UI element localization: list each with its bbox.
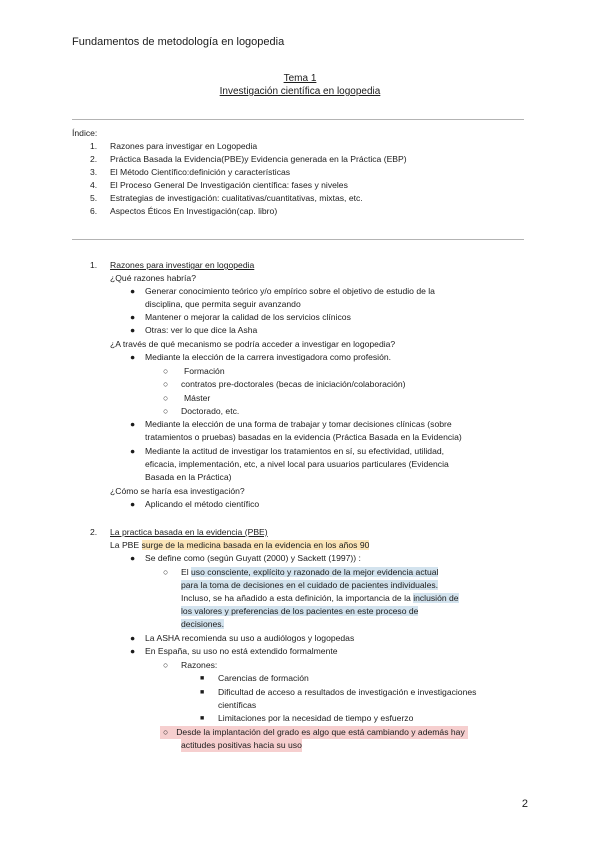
document-header: Fundamentos de metodología en logopedia: [72, 36, 285, 48]
bullet-icon: ●: [130, 286, 136, 296]
section-number: 1.: [90, 260, 98, 270]
sub-bullet-text: Doctorado, etc.: [181, 406, 240, 416]
definition-line: Incluso, se ha añadido a esta definición, la importancia de la inclusión de: [181, 593, 459, 603]
circle-bullet-icon: ○: [163, 379, 169, 389]
section-number: 2.: [90, 527, 98, 537]
bullet-icon: ●: [130, 446, 136, 456]
index-item: Aspectos Éticos En Investigación(cap. libro): [110, 206, 278, 216]
bullet-text: tratamientos o pruebas) basadas en la evidencia (Práctica Basada en la Evidencia): [145, 432, 462, 442]
sub-bullet-text: Formación: [184, 366, 225, 376]
sub-bullet-text: contratos pre-doctorales (becas de iniciación/colaboración): [181, 379, 406, 389]
sub-sub-bullet-text: Carencias de formación: [218, 673, 309, 683]
index-num: 5.: [90, 193, 98, 203]
bullet-text: Mediante la elección de una forma de trabajar y tomar decisiones clínicas (sobre: [145, 419, 452, 429]
index-num: 3.: [90, 167, 98, 177]
index-num: 6.: [90, 206, 98, 216]
page-number: 2: [521, 798, 528, 810]
index-item: Razones para investigar en Logopedia: [110, 141, 258, 151]
sub-sub-bullet-text: Dificultad de acceso a resultados de investigación e investigaciones: [218, 687, 477, 697]
index-num: 4.: [90, 180, 98, 190]
definition-line: [181, 618, 224, 631]
question: ¿Cómo se haría esa investigación?: [110, 486, 245, 496]
bullet-text: Basada en la Práctica): [145, 472, 232, 482]
topic-number: Tema 1: [283, 73, 317, 84]
index-num: 1.: [90, 141, 98, 151]
bullet-text: disciplina, que permita seguir avanzando: [145, 299, 301, 309]
definition-line: [181, 579, 438, 592]
sub-sub-bullet-text: Limitaciones por la necesidad de tiempo y esfuerzo: [218, 713, 414, 723]
highlight: surge de la medicina basada en la evidencia en los años 90: [141, 540, 370, 550]
sub-bullet-text: Razones:: [181, 660, 218, 670]
circle-bullet-icon: ○: [163, 567, 169, 577]
definition-line: [181, 605, 418, 618]
highlighted-line: actitudes positivas hacia su uso: [181, 740, 302, 750]
question: ¿Qué razones habría?: [110, 273, 196, 283]
square-bullet-icon: ■: [200, 675, 205, 682]
sub-bullet-text: Máster: [184, 393, 211, 403]
bullet-text: Generar conocimiento teórico y/o empírico sobre el objetivo de estudio de la: [145, 286, 435, 296]
bullet-text: eficacia, implementación, etc, a nivel local para usuarios particulares (Evidencia: [145, 459, 449, 469]
highlight: decisiones.: [181, 619, 224, 629]
index-label: Índice:: [72, 128, 98, 138]
paragraph: La PBE surge de la medicina basada en la evidencia en los años 90: [110, 540, 370, 550]
bullet-icon: ●: [130, 646, 136, 656]
circle-bullet-icon: ○: [163, 393, 169, 403]
index-item: El Proceso General De Investigación científica: fases y niveles: [110, 180, 348, 190]
definition-line: El uso consciente, explícito y razonado de la mejor evidencia actual: [181, 567, 439, 577]
bullet-text: Mediante la actitud de investigar los tratamientos en sí, su efectividad, utilidad,: [145, 446, 445, 456]
bullet-text: Otras: ver lo que dice la Asha: [145, 325, 258, 335]
bullet-text: En España, su uso no está extendido formalmente: [145, 646, 338, 656]
divider: [72, 119, 524, 120]
highlight: uso consciente, explícito y razonado de la mejor evidencia actual: [191, 567, 439, 577]
sub-sub-bullet-text: científicas: [218, 700, 257, 710]
question: ¿A través de qué mecanismo se podría acceder a investigar en logopedia?: [110, 339, 396, 349]
bullet-icon: ●: [130, 325, 136, 335]
highlight: inclusión de: [413, 593, 459, 603]
section-title: Razones para investigar en logopedia: [110, 260, 255, 270]
bullet-text: Mantener o mejorar la calidad de los servicios clínicos: [145, 312, 351, 322]
section-title: La practica basada en la evidencia (PBE): [110, 527, 268, 537]
bullet-text: Mediante la elección de la carrera investigadora como profesión.: [145, 352, 392, 362]
square-bullet-icon: ■: [200, 715, 205, 722]
bullet-icon: ●: [130, 633, 136, 643]
bullet-text: Se define como (según Guyatt (2000) y Sackett (1997)) :: [145, 553, 361, 563]
index-item: Estrategias de investigación: cualitativas/cuantitativas, mixtas, etc.: [110, 193, 363, 203]
highlighted-line: ○ Desde la implantación del grado es algo que está cambiando y además hay: [160, 726, 468, 739]
index-num: 2.: [90, 154, 98, 164]
circle-bullet-icon: ○: [163, 660, 169, 670]
bullet-icon: ●: [130, 499, 136, 509]
index-item: El Método Científico:definición y características: [110, 167, 291, 177]
highlight: para la toma de decisiones en el cuidado de pacientes individuales.: [181, 580, 439, 590]
index-item: Práctica Basada la Evidencia(PBE)y Evidencia generada en la Práctica (EBP): [110, 154, 407, 164]
bullet-icon: ●: [130, 553, 136, 563]
bullet-icon: ●: [130, 312, 136, 322]
circle-bullet-icon: ○: [163, 406, 169, 416]
bullet-icon: ●: [130, 352, 136, 362]
bullet-text: La ASHA recomienda su uso a audiólogos y logopedas: [145, 633, 355, 643]
square-bullet-icon: ■: [200, 689, 205, 696]
bullet-icon: ●: [130, 419, 136, 429]
divider: [72, 239, 524, 240]
circle-bullet-icon: ○: [163, 366, 169, 376]
highlight: los valores y preferencias de los pacientes en este proceso de: [181, 606, 419, 616]
topic-title: Investigación científica en logopedia: [219, 86, 381, 97]
bullet-text: Aplicando el método científico: [145, 499, 260, 509]
